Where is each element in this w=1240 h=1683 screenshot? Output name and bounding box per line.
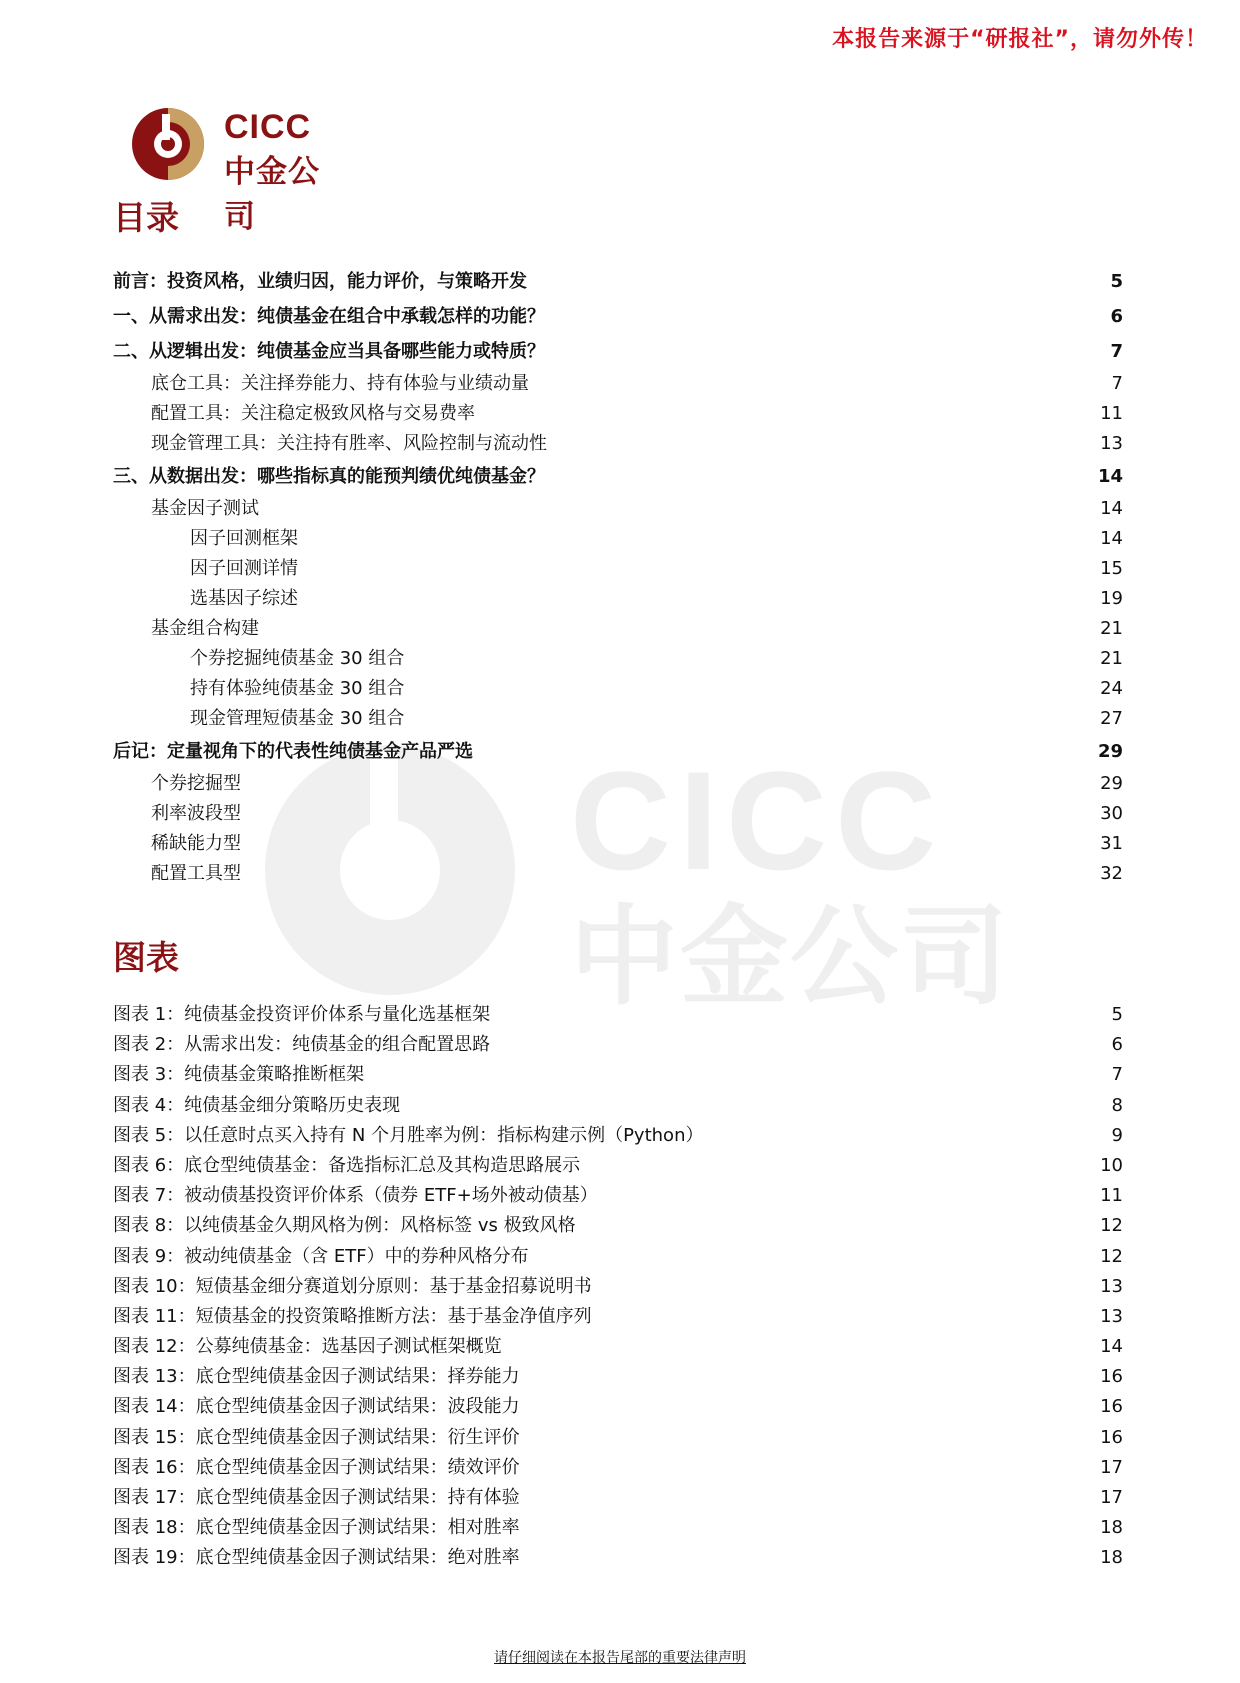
toc-entry-page: 21 xyxy=(1100,618,1123,639)
figure-entry[interactable] xyxy=(113,1392,1123,1422)
toc-entry-page: 5 xyxy=(1110,271,1123,292)
cicc-logo-mark-icon xyxy=(128,104,218,184)
toc-entry-title: 后记：定量视角下的代表性纯债基金产品严选 xyxy=(113,741,473,762)
toc-entry-title: 基金组合构建 xyxy=(151,618,259,639)
toc-entry-title: 稀缺能力型 xyxy=(151,833,241,854)
figure-entry[interactable] xyxy=(113,1000,1123,1030)
figure-entry[interactable] xyxy=(113,1121,1123,1151)
figure-entry-title: 图表 16：底仓型纯债基金因子测试结果：绩效评价 xyxy=(113,1456,520,1478)
toc-entry[interactable] xyxy=(113,334,1123,369)
toc-heading: 目录 xyxy=(113,198,179,237)
toc-entry-title: 基金因子测试 xyxy=(151,498,259,519)
toc-entry-page: 19 xyxy=(1100,588,1123,609)
toc-entry-page: 27 xyxy=(1100,708,1123,729)
figure-entry[interactable] xyxy=(113,1211,1123,1241)
toc-entry-title: 持有体验纯债基金 30 组合 xyxy=(190,678,405,699)
toc-entry[interactable] xyxy=(113,369,1123,399)
figure-entry-title: 图表 13：底仓型纯债基金因子测试结果：择券能力 xyxy=(113,1366,520,1388)
figure-entry-page: 11 xyxy=(1100,1185,1123,1207)
toc-entry-page: 21 xyxy=(1100,648,1123,669)
figure-entry-page: 17 xyxy=(1100,1456,1123,1478)
toc-entry-page: 14 xyxy=(1100,528,1123,549)
figure-list xyxy=(113,1000,1123,1574)
figure-entry-page: 12 xyxy=(1100,1245,1123,1267)
figure-entry-title: 图表 9：被动纯债基金（含 ETF）中的券种风格分布 xyxy=(113,1245,529,1267)
figure-entry-page: 17 xyxy=(1100,1487,1123,1508)
legal-disclaimer-link[interactable]: 请仔细阅读在本报告尾部的重要法律声明 xyxy=(494,1650,746,1666)
figure-entry[interactable] xyxy=(113,1543,1123,1573)
figure-entry-title: 图表 18：底仓型纯债基金因子测试结果：相对胜率 xyxy=(113,1517,520,1539)
toc-entry-page: 29 xyxy=(1097,741,1123,762)
toc-entry-title: 二、从逻辑出发：纯债基金应当具备哪些能力或特质？ xyxy=(113,341,545,362)
figure-entry-page: 14 xyxy=(1100,1336,1123,1358)
figure-entry-page: 7 xyxy=(1111,1064,1123,1086)
figure-entry-page: 13 xyxy=(1100,1305,1123,1327)
figure-entry-page: 18 xyxy=(1100,1517,1123,1539)
toc-entry-title: 个券挖掘型 xyxy=(151,773,241,794)
toc-entry-title: 配置工具：关注稳定极致风格与交易费率 xyxy=(151,403,475,424)
figure-entry-page: 10 xyxy=(1100,1154,1123,1176)
toc-entry[interactable] xyxy=(113,769,1123,799)
toc-entry-page: 31 xyxy=(1100,833,1123,854)
toc-entry-title: 选基因子综述 xyxy=(190,588,298,609)
toc-entry[interactable] xyxy=(113,459,1123,494)
figure-entry[interactable] xyxy=(113,1332,1123,1362)
figures-heading: 图表 xyxy=(113,938,179,977)
figure-entry[interactable] xyxy=(113,1151,1123,1181)
toc-entry-page: 15 xyxy=(1100,558,1123,579)
figure-entry-page: 16 xyxy=(1100,1426,1123,1448)
toc-entry[interactable] xyxy=(113,524,1123,554)
logo-text-en: CICC xyxy=(224,108,312,146)
toc-entry[interactable] xyxy=(113,299,1123,334)
toc-entry-page: 24 xyxy=(1100,678,1123,699)
toc-entry[interactable] xyxy=(113,704,1123,734)
figure-entry[interactable] xyxy=(113,1483,1123,1513)
figure-entry-page: 13 xyxy=(1100,1275,1123,1297)
toc-entry[interactable] xyxy=(113,554,1123,584)
figure-entry-page: 16 xyxy=(1100,1366,1123,1388)
figure-entry[interactable] xyxy=(113,1423,1123,1453)
toc-entry-page: 7 xyxy=(1110,341,1123,362)
figure-entry-title: 图表 14：底仓型纯债基金因子测试结果：波段能力 xyxy=(113,1396,520,1418)
toc-entry-page: 11 xyxy=(1100,403,1123,424)
figure-entry-title: 图表 4：纯债基金细分策略历史表现 xyxy=(113,1094,401,1116)
figure-entry-title: 图表 17：底仓型纯债基金因子测试结果：持有体验 xyxy=(113,1487,520,1508)
figure-entry[interactable] xyxy=(113,1181,1123,1211)
figure-entry-page: 8 xyxy=(1111,1094,1123,1116)
figure-entry-title: 图表 7：被动债基投资评价体系（债券 ETF+场外被动债基） xyxy=(113,1185,598,1207)
toc-entry-page: 14 xyxy=(1100,498,1123,519)
figure-entry[interactable] xyxy=(113,1060,1123,1090)
figure-entry-page: 16 xyxy=(1100,1396,1123,1418)
figure-entry-page: 6 xyxy=(1111,1034,1123,1056)
figure-entry[interactable] xyxy=(113,1091,1123,1121)
toc-entry-page: 32 xyxy=(1100,863,1123,884)
figure-entry-page: 9 xyxy=(1111,1124,1123,1146)
figure-entry[interactable] xyxy=(113,1242,1123,1272)
figure-entry-title: 图表 8：以纯债基金久期风格为例：风格标签 vs 极致风格 xyxy=(113,1215,576,1237)
figure-entry[interactable] xyxy=(113,1302,1123,1332)
figure-entry[interactable] xyxy=(113,1030,1123,1060)
figure-entry-title: 图表 1：纯债基金投资评价体系与量化选基框架 xyxy=(113,1004,491,1025)
figure-entry-title: 图表 5：以任意时点买入持有 N 个月胜率为例：指标构建示例（Python） xyxy=(113,1124,704,1146)
toc-entry[interactable] xyxy=(113,399,1123,429)
figure-entry-page: 18 xyxy=(1100,1547,1123,1569)
figure-entry-title: 图表 3：纯债基金策略推断框架 xyxy=(113,1064,365,1086)
toc-entry[interactable] xyxy=(113,584,1123,614)
toc-entry-title: 现金管理工具：关注持有胜率、风险控制与流动性 xyxy=(151,433,547,454)
toc-entry[interactable] xyxy=(113,429,1123,459)
figure-entry[interactable] xyxy=(113,1272,1123,1302)
toc-entry[interactable] xyxy=(113,859,1123,889)
toc-entry-title: 现金管理短债基金 30 组合 xyxy=(190,708,405,729)
toc-entry[interactable] xyxy=(113,644,1123,674)
figure-entry-title: 图表 6：底仓型纯债基金：备选指标汇总及其构造思路展示 xyxy=(113,1154,581,1176)
toc-entry-title: 前言：投资风格，业绩归因，能力评价，与策略开发 xyxy=(113,271,527,292)
figure-entry-page: 12 xyxy=(1100,1215,1123,1237)
toc-entry[interactable] xyxy=(113,734,1123,769)
toc-entry-title: 因子回测框架 xyxy=(190,528,298,549)
toc-entry-page: 29 xyxy=(1100,773,1123,794)
toc-entry-title: 因子回测详情 xyxy=(190,558,298,579)
toc-entry-title: 三、从数据出发：哪些指标真的能预判绩优纯债基金？ xyxy=(113,466,545,487)
toc-entry[interactable] xyxy=(113,614,1123,644)
toc-entry-page: 13 xyxy=(1100,433,1123,454)
figure-entry-title: 图表 15：底仓型纯债基金因子测试结果：衍生评价 xyxy=(113,1426,520,1448)
watermark-text-cn: 中金公司 xyxy=(570,895,1011,1020)
toc-entry-title: 利率波段型 xyxy=(151,803,241,824)
toc-entry-title: 一、从需求出发：纯债基金在组合中承载怎样的功能？ xyxy=(113,306,545,327)
toc-entry-page: 7 xyxy=(1111,373,1123,394)
toc-entry-page: 6 xyxy=(1110,306,1123,327)
logo-text-cn: 中金公司 xyxy=(224,154,320,235)
source-notice: 本报告来源于“研报社”，请勿外传！ xyxy=(832,27,1208,52)
toc-entry[interactable] xyxy=(113,799,1123,829)
toc-entry-title: 个券挖掘纯债基金 30 组合 xyxy=(190,648,405,669)
toc-entry-page: 30 xyxy=(1100,803,1123,824)
figure-entry-title: 图表 11：短债基金的投资策略推断方法：基于基金净值序列 xyxy=(113,1305,592,1327)
watermark-text-en: CICC xyxy=(570,742,945,899)
toc-entry[interactable] xyxy=(113,674,1123,704)
figure-entry[interactable] xyxy=(113,1513,1123,1543)
figure-entry-title: 图表 2：从需求出发：纯债基金的组合配置思路 xyxy=(113,1034,491,1056)
figure-entry-title: 图表 10：短债基金细分赛道划分原则：基于基金招募说明书 xyxy=(113,1275,592,1297)
figure-entry[interactable] xyxy=(113,1453,1123,1483)
toc-entry-title: 配置工具型 xyxy=(151,863,241,884)
figure-entry[interactable] xyxy=(113,1362,1123,1392)
figure-entry-page: 5 xyxy=(1111,1004,1123,1025)
table-of-contents xyxy=(113,264,1123,889)
toc-entry-page: 14 xyxy=(1097,466,1123,487)
toc-entry[interactable] xyxy=(113,829,1123,859)
figure-entry-title: 图表 12：公募纯债基金：选基因子测试框架概览 xyxy=(113,1336,502,1358)
toc-entry[interactable] xyxy=(113,264,1123,299)
toc-entry[interactable] xyxy=(113,494,1123,524)
toc-entry-title: 底仓工具：关注择券能力、持有体验与业绩动量 xyxy=(151,373,529,394)
figure-entry-title: 图表 19：底仓型纯债基金因子测试结果：绝对胜率 xyxy=(113,1547,520,1569)
